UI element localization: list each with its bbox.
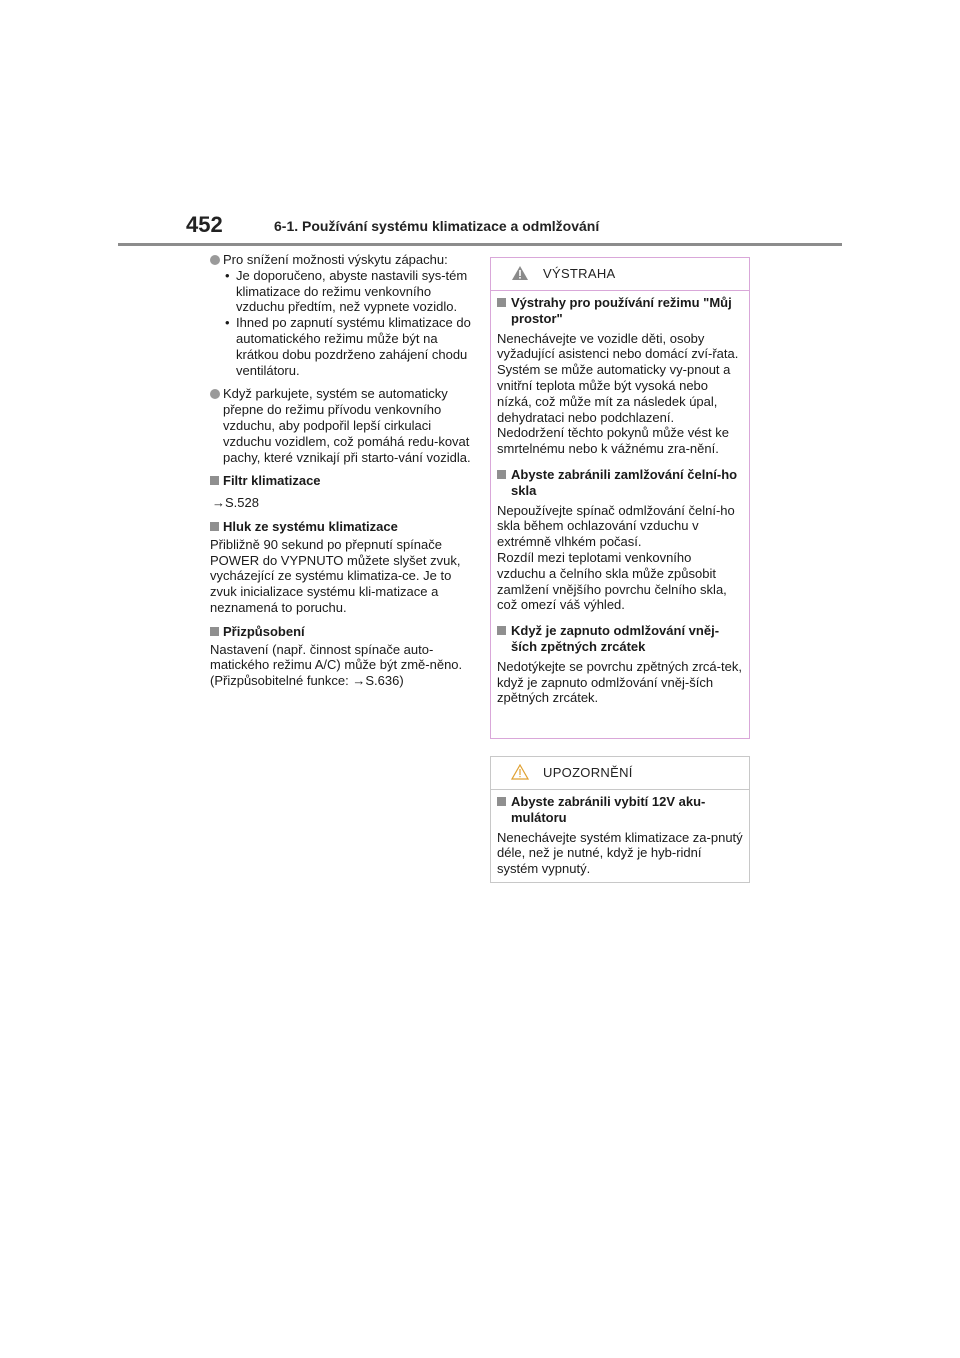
heading-filter-text: Filtr klimatizace xyxy=(223,473,321,489)
caution-title: UPOZORNĚNÍ xyxy=(543,765,633,780)
warning-triangle-icon xyxy=(511,265,529,281)
square-bullet-icon xyxy=(497,797,506,806)
warning-text-3: Nedotýkejte se povrchu zpětných zrcá-tek, když je zapnuto odmlžování vněj-ších zpětných zrcátek. xyxy=(497,658,742,706)
caution-heading-1 xyxy=(497,794,743,826)
page-header xyxy=(186,212,846,246)
caution-triangle-icon xyxy=(511,764,529,780)
warning-heading-1-text: Výstrahy pro používání režimu "Můj prostor" xyxy=(511,295,732,326)
page-number: 452 xyxy=(186,212,223,237)
heading-customization xyxy=(210,624,472,640)
sub-bullet-2 xyxy=(223,315,472,378)
bullet-dot-icon xyxy=(210,389,220,399)
warning-header xyxy=(491,258,749,291)
warning-box xyxy=(490,257,750,739)
warning-text-2b: Rozdíl mezi teplotami venkovního vzduchu a čelního skla může způsobit zamlžení vnějšího povrchu čelního skla, což omezí váš výhled. xyxy=(497,549,727,613)
caution-body xyxy=(491,790,749,877)
square-bullet-icon xyxy=(210,627,219,636)
caution-heading-1-text: Abyste zabránili vybití 12V aku-mulátoru xyxy=(511,794,706,825)
customization-text: Nastavení (např. činnost spínače auto-matického režimu A/C) může být změ-něno. xyxy=(210,641,463,673)
heading-noise xyxy=(210,519,472,535)
caution-text-1: Nenechávejte systém klimatizace za-pnutý déle, než je nutné, když je hyb-ridní systém vypnutý. xyxy=(497,829,743,877)
header-divider xyxy=(118,243,842,246)
warning-heading-2 xyxy=(497,467,743,499)
warning-body xyxy=(491,291,749,706)
square-bullet-icon xyxy=(497,626,506,635)
section-title: 6-1. Používání systému klimatizace a odmlžování xyxy=(274,218,600,234)
customization-ref-link[interactable]: (Přizpůsobitelné funkce: →S.636) xyxy=(210,673,404,689)
square-bullet-icon xyxy=(497,298,506,307)
sub-bullet-2-text: Ihned po zapnutí systému klimatizace do automatického režimu může být na krátkou dobu pozdrženo zahájení chodu ventilátoru. xyxy=(236,315,471,378)
warning-text-2a: Nepoužívejte spínač odmlžování čelní-ho skla během ochlazování vzduchu v extrémně vlhkém počasí. xyxy=(497,502,735,550)
bullet-parking-text: Když parkujete, systém se automaticky přepne do režimu přívodu venkovního vzduchu, aby podpořil lepší cirkulaci vzduchu vozidlem, což pomáhá redu-kovat pachy, které vznikají při starto-vání vozidla. xyxy=(223,386,471,465)
bullet-odor-title: Pro snížení možnosti výskytu zápachu: xyxy=(223,252,448,267)
warning-heading-1 xyxy=(497,295,743,327)
warning-heading-3 xyxy=(497,623,743,655)
main-column xyxy=(210,252,472,689)
caution-box xyxy=(490,756,750,883)
sub-bullet-1-text: Je doporučeno, abyste nastavili sys-tém klimatizace do režimu venkovního vzduchu předtím, než vypnete vozidlo. xyxy=(236,267,468,315)
warning-heading-2-text: Abyste zabránili zamlžování čelní-ho skla xyxy=(511,466,738,498)
bullet-parking xyxy=(210,386,472,465)
heading-customization-text: Přizpůsobení xyxy=(223,623,305,639)
square-bullet-icon xyxy=(497,470,506,479)
square-bullet-icon xyxy=(210,522,219,531)
warning-heading-3-text: Když je zapnuto odmlžování vněj-ších zpětných zrcátek xyxy=(511,623,720,654)
sub-bullet-1 xyxy=(223,268,472,315)
heading-noise-text: Hluk ze systému klimatizace xyxy=(223,518,398,534)
square-bullet-icon xyxy=(210,476,219,485)
noise-text: Přibližně 90 sekund po přepnutí spínače POWER do VYPNUTO můžete slyšet zvuk, vycházející ze systému klimatiza-ce. Je to zvuk inicializace systému kli-matizace a neznamená to poruchu. xyxy=(210,536,461,615)
ref-filter-link[interactable]: →S.528 xyxy=(212,495,259,511)
warning-title: VÝSTRAHA xyxy=(543,266,616,281)
sub-bullet-mark-icon: • xyxy=(225,315,230,331)
bullet-dot-icon xyxy=(210,255,220,265)
sub-bullet-mark-icon: • xyxy=(225,267,230,283)
caution-header xyxy=(491,757,749,790)
bullet-odor xyxy=(210,252,472,378)
warning-text-1: Nenechávejte ve vozidle děti, osoby vyžadující asistenci nebo domácí zví-řata. Systém se může automaticky vy-pnout a vnitřní teplota může být vysoká nebo nízká, což může mít za následek úpal, dehydrataci nebo podchlazení. Nedodržení těchto pokynů může vést ke smrtelnému nebo k vážnému zra-nění. xyxy=(497,330,739,457)
heading-filter xyxy=(210,473,472,489)
